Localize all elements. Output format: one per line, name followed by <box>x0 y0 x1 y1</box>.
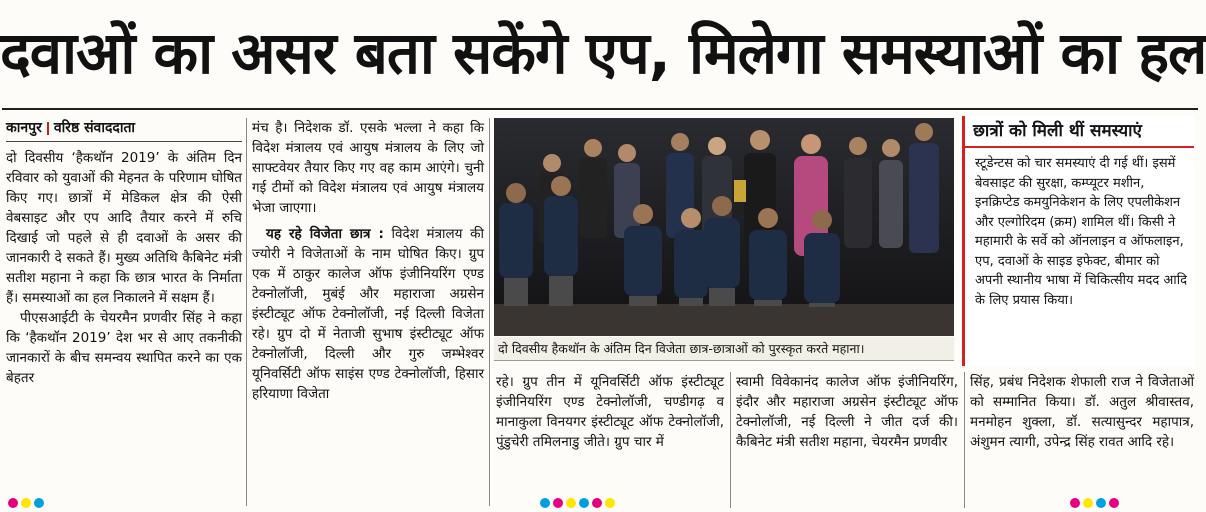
headline-rule <box>2 108 1198 110</box>
paragraph: विदेश मंत्रालय की ज्योरी ने विजेताओं के नाम घोषित किए। ग्रुप एक में ठाकुर कालेज ऑफ इंजीनियरिंग एण्ड टेक्नोलॉजी, मुबंई और महाराजा अग्रसेन इंस्टीट्यूट ऑफ टेक्नोलॉजी, नई दिल्ली विजेता रहे। ग्रुप दो में नेताजी सुभाष इंस्टीट्यूट ऑफ टेक्नोलॉजी, दिल्ली और गुरु जम्भेश्वर यूनिवर्सिटी ऑफ साइंस एण्ड टेक्नोलॉजी, हिसार हरियाणा विजेता <box>252 226 484 402</box>
paragraph: पीएसआईटी के चेयरमैन प्रणवीर सिंह ने कहा कि ‘हैकथॉन 2019’ देश भर से आए तकनीकी जानकारों के बीच समन्वय स्थापित करने का एक बेहतर <box>6 310 242 386</box>
byline-location: कानपुर <box>6 120 42 136</box>
lower-column-3: सिंह, प्रबंध निदेशक शेफाली राज ने विजेताओं को सम्मानित किया। डॉ. अतुल श्रीवास्तव, मनमोहन शुक्ला, डॉ. सत्यासुन्दर महापात्र, अंशुमन त्यागी, उपेन्द्र सिंह रावत आदि रहे। <box>970 374 1194 450</box>
byline-author: वरिष्ठ संवाददाता <box>53 120 136 136</box>
byline <box>6 118 242 142</box>
print-registration-marks <box>1070 498 1119 508</box>
article-column-1 <box>6 118 242 506</box>
sidebar-box <box>962 116 1194 366</box>
print-registration-marks <box>8 498 44 508</box>
column-divider <box>730 372 731 508</box>
photo-caption: दो दिवसीय हैकथॉन के अंतिम दिन विजेता छात्र-छात्राओं को पुरस्कृत करते महाना। <box>494 337 954 361</box>
headline: दवाओं का असर बता सकेंगे एप, मिलेगा समस्याओं का हल <box>0 19 1206 87</box>
lower-column-2: स्वामी विवेकानंद कालेज ऑफ इंजीनियरिंग, इंदौर और महाराजा अग्रसेन इंस्टीट्यूट ऑफ टेक्नोलॉजी, नई दिल्ली ने जीत दर्ज की। कैबिनेट मंत्री सतीश महाना, चेयरमैन प्रणवीर <box>736 374 958 450</box>
trophy <box>734 180 746 202</box>
print-registration-marks <box>540 498 615 508</box>
column-divider <box>489 118 490 506</box>
paragraph: मंच है। निदेशक डॉ. एसके भल्ला ने कहा कि विदेश मंत्रालय एवं आयुष मंत्रालय के लिए जो साफ्टवेयर तैयार किए गए वह काम आएंगे। चुनी गई टीमों को विदेश मंत्रालय एवं आयुष मंत्रालय भेजा जाएगा। <box>252 120 484 216</box>
byline-separator <box>47 122 49 135</box>
lower-column-1: रहे। ग्रुप तीन में यूनिवर्सिटी ऑफ इंस्टीट्यूट इंजीनियरिंग एण्ड टेक्नोलॉजी, चण्डीगढ़ व मानाकुला विनयगर इंस्टीट्यूट ऑफ टेक्नोलॉजी, पुंडुचेरी तमिलनाडु जीते। ग्रुप चार में <box>496 374 724 450</box>
column-divider <box>964 372 965 508</box>
article-column-2 <box>252 118 484 402</box>
paragraph: दो दिवसीय ‘हैकथॉन 2019’ के अंतिम दिन रविवार को युवाओं की मेहनत के परिणाम घोषित किए गए। छात्रों में मेडिकल क्षेत्र की ऐसी वेबसाइट और एप आदि तैयार करने में रुचि दिखाई जो पहले से ही दवाओं के असर की जानकारी दे सकते हैं। मुख्य अतिथि कैबिनेट मंत्री सतीश महाना ने कहा कि छात्र भारत के निर्माता हैं। समस्याओं का हल निकालने में सक्षम हैं। <box>6 150 242 306</box>
award-ceremony-photo <box>494 118 954 336</box>
photo-illustration <box>494 118 954 336</box>
sidebar-body: स्टूडेन्टस को चार समस्याएं दी गई थीं। इसमें बेवसाइट की सुरक्षा, कम्प्यूटर मशीन, इनक्रिप्टेड कमयुनिकेशन के लिए एपलीकेशन और एल्गोरिदम (क्रम) शामिल थीं। किसी ने महामारी के सर्वे को ऑनलाइन व ऑफलाइन, एप, दवाओं के साइड इफेक्ट, बीमार को अपनी स्थानीय भाषा में चिकित्सीय मदद आदि के लिए प्रयास किया। <box>975 156 1187 308</box>
sidebar-title: छात्रों को मिली थीं समस्याएं <box>965 116 1194 148</box>
winners-subhead: यह रहे विजेता छात्र : <box>266 226 384 242</box>
column-divider <box>246 118 247 506</box>
